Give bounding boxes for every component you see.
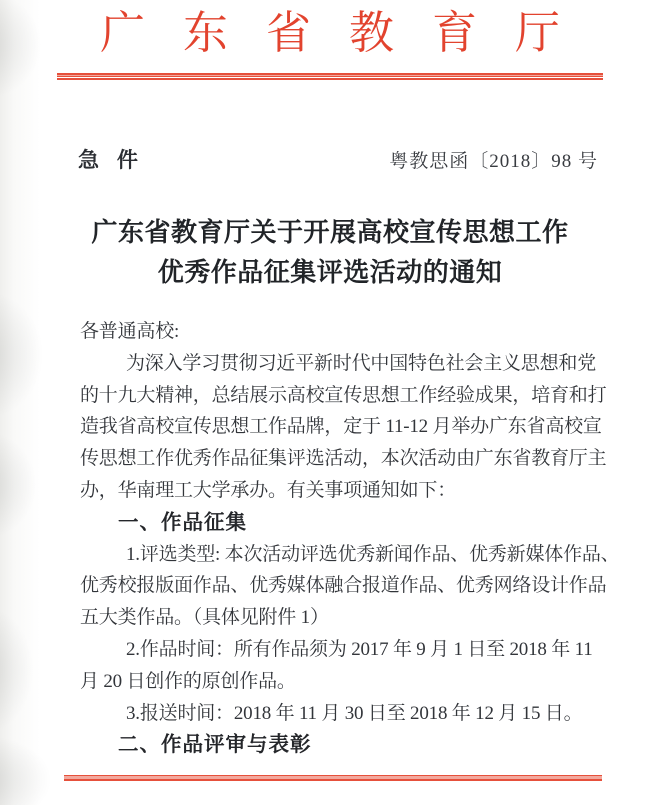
body-line: 传思想工作优秀作品征集评选活动，本次活动由广东省教育厅主 bbox=[80, 448, 607, 470]
body-line: 月 20 日创作的原创作品。 bbox=[80, 670, 296, 692]
salutation: 各普通高校: bbox=[80, 321, 180, 342]
urgency-label: 急 件 bbox=[78, 149, 144, 172]
body-line: 1.评选类型: 本次活动评选优秀新闻作品、优秀新媒体作品、 bbox=[126, 543, 620, 565]
scan-artifact bbox=[0, 290, 44, 420]
document-meta-row bbox=[78, 144, 598, 174]
scan-artifact bbox=[0, 735, 52, 805]
section-heading-1: 一、作品征集 bbox=[118, 510, 247, 534]
footer-divider bbox=[64, 775, 602, 781]
scan-artifact bbox=[0, 605, 34, 735]
body-line: 3.报送时间：2018 年 11 月 30 日至 2018 年 12 月 15 日。 bbox=[126, 702, 583, 724]
doc-number: 粤教思函〔2018〕98 号 bbox=[389, 151, 598, 172]
body-line: 优秀校报版面作品、优秀媒体融合报道作品、优秀网络设计作品 bbox=[80, 575, 607, 597]
document-body bbox=[80, 316, 620, 761]
document-title-line1: 广东省教育厅关于开展高校宣传思想工作 bbox=[91, 218, 569, 247]
letterhead-org-name: 广东省教育厅 bbox=[99, 8, 598, 58]
section-heading-2: 二、作品评审与表彰 bbox=[118, 733, 312, 757]
document-title-line2: 优秀作品征集评选活动的通知 bbox=[157, 258, 503, 287]
body-line: 的十九大精神，总结展示高校宣传思想工作经验成果，培育和打 bbox=[80, 384, 607, 406]
scan-artifact bbox=[0, 430, 37, 540]
body-line: 办，华南理工大学承办。有关事项通知如下： bbox=[80, 479, 457, 501]
letterhead-divider bbox=[57, 73, 603, 80]
body-line: 造我省高校宣传思想工作品牌，定于 11-12 月举办广东省高校宣 bbox=[80, 416, 602, 438]
body-line: 五大类作品。（具体见附件 1） bbox=[80, 607, 329, 629]
body-line: 为深入学习贯彻习近平新时代中国特色社会主义思想和党 bbox=[126, 352, 597, 374]
body-line: 2.作品时间：所有作品须为 2017 年 9 月 1 日至 2018 年 11 bbox=[126, 638, 593, 660]
